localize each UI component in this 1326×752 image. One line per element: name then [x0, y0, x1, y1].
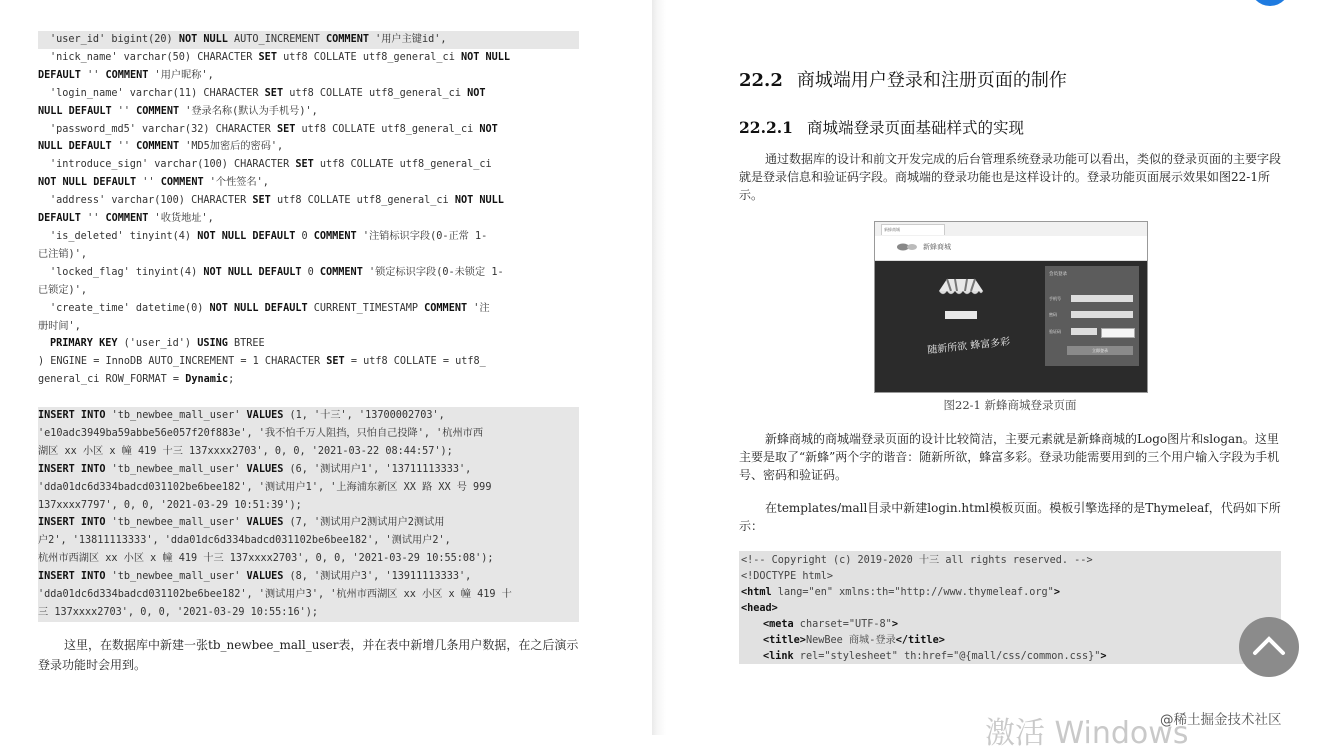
code-keyword: > — [1100, 651, 1107, 662]
section-number: 22.2 — [739, 70, 783, 91]
code-keyword: </title> — [895, 635, 945, 646]
code-text: rel="stylesheet" th:href="@{mall/css/common.css}" — [793, 651, 1101, 662]
code-line — [38, 497, 579, 515]
code-keyword: Dynamic — [185, 374, 229, 386]
code-text: 'tb_newbee_mall_user' — [105, 463, 247, 475]
code-text: charset="UTF-8" — [793, 619, 892, 630]
code-keyword: SET — [295, 159, 314, 171]
code-text: '个性签名', — [203, 177, 269, 189]
code-keyword: SET — [252, 195, 271, 207]
bee-logo-icon — [895, 242, 919, 252]
code-line — [38, 550, 579, 568]
subsection-heading — [739, 116, 1024, 138]
code-line — [38, 121, 579, 139]
code-keyword: COMMENT — [160, 177, 204, 189]
code-text: <!-- Copyright (c) 2019-2020 十三 all rights reserved. --> — [741, 555, 1093, 566]
code-text: 'dda01dc6d334badcd031102be6bee182', '测试用户3', '杭州市西湖区 xx 小区 x 幢 419 十 — [38, 589, 512, 601]
code-line — [38, 407, 579, 425]
code-text: lang="en" xmlns:th="http://www.thymeleaf.org" — [771, 587, 1054, 598]
code-keyword: COMMENT — [319, 266, 363, 278]
code-text: 'tb_newbee_mall_user' — [105, 571, 247, 583]
code-text: '注 — [467, 302, 490, 314]
code-line — [739, 585, 1281, 601]
windows-activation-watermark: 激活 Windows — [985, 716, 1189, 751]
code-text: 0 — [295, 230, 314, 242]
paragraph-template: 在templates/mall目录中新建login.html模板页面。模板引擎选择的是Thymeleaf，代码如下所示： — [739, 501, 1281, 533]
code-keyword: PRIMARY KEY — [50, 338, 118, 350]
code-line — [38, 461, 579, 479]
figure-caption: 图22-1 新蜂商城登录页面 — [943, 398, 1077, 412]
code-keyword: NOT — [467, 87, 486, 99]
code-keyword: NOT NULL — [178, 34, 228, 45]
code-text: 户2', '13811113333', 'dda01dc6d334badcd031102be6bee182', '测试用户2', — [38, 535, 451, 547]
code-text: ('user_id') — [117, 338, 198, 350]
code-line — [38, 371, 579, 389]
code-keyword: DEFAULT — [38, 69, 81, 81]
figure-login-button: 立即登录 — [1067, 346, 1133, 355]
source-credit: @稀土掘金技术社区 — [1160, 712, 1282, 728]
code-text: '' — [111, 105, 137, 117]
code-text: '锁定标识字段(0-未锁定 1- — [362, 266, 504, 278]
code-line — [38, 156, 579, 174]
code-line — [38, 586, 579, 604]
code-text: 'user_id' bigint(20) — [50, 34, 179, 45]
figure-field-password-label: 密码 — [1049, 312, 1057, 317]
code-keyword: COMMENT — [136, 105, 180, 117]
subsection-number: 22.2.1 — [739, 118, 793, 137]
code-text: 'login_name' varchar(11) CHARACTER — [50, 87, 265, 99]
code-text: 'e10adc3949ba59abbe56e057f20f883e', '我不怕千万人阻挡，只怕自己投降', '杭州市西 — [38, 427, 484, 439]
code-keyword: COMMENT — [424, 302, 468, 314]
code-keyword: VALUES — [246, 463, 284, 475]
code-text: 'tb_newbee_mall_user' — [105, 410, 247, 422]
code-line — [38, 389, 579, 407]
code-keyword: NOT NULL DEFAULT — [209, 302, 308, 314]
figure-login-panel — [1045, 266, 1139, 366]
code-text: '' — [80, 213, 106, 225]
code-line — [38, 67, 579, 85]
code-line — [38, 282, 579, 300]
code-text: utf8 COLLATE utf8_general_ci — [283, 87, 468, 99]
code-keyword: SET — [258, 51, 277, 63]
code-text: 'nick_name' varchar(50) CHARACTER — [50, 51, 259, 63]
code-keyword: <meta — [763, 619, 794, 630]
code-keyword: <head> — [741, 603, 778, 614]
code-text: = utf8 COLLATE = utf8_ — [344, 356, 486, 368]
code-text: 湖区 xx 小区 x 幢 419 十三 137xxxx2703', 0, 0, '2021-03-22 08:44:57'); — [38, 445, 453, 457]
code-text: 已锁定)', — [38, 284, 87, 296]
code-text: (1, '十三', '13700002703', — [283, 410, 445, 422]
code-keyword: NOT NULL DEFAULT — [38, 177, 137, 189]
code-text: '登录名称(默认为手机号)', — [179, 105, 318, 117]
code-text: 杭州市西湖区 xx 小区 x 幢 419 十三 137xxxx2703', 0, 0, '2021-03-29 10:55:08'); — [38, 553, 494, 565]
code-keyword: NULL DEFAULT — [38, 141, 112, 153]
code-line — [38, 31, 579, 49]
code-text: <!DOCTYPE html> — [741, 571, 834, 582]
code-text: utf8 COLLATE utf8_general_ci — [276, 51, 461, 63]
code-line — [38, 210, 579, 228]
code-text: 'locked_flag' tinyint(4) — [50, 266, 204, 278]
subsection-title: 商城端登录页面基础样式的实现 — [806, 119, 1024, 137]
code-text: '注销标识字段(0-正常 1- — [356, 230, 488, 242]
code-line — [38, 264, 579, 282]
code-line — [38, 228, 579, 246]
code-line — [38, 85, 579, 103]
code-keyword: INSERT INTO — [38, 463, 106, 475]
figure-browser-bar — [875, 222, 1147, 237]
code-text: ; — [228, 374, 235, 386]
code-text: '' — [80, 69, 106, 81]
code-text: AUTO_INCREMENT — [227, 34, 327, 45]
code-text: 'is_deleted' tinyint(4) — [50, 230, 198, 242]
code-text: general_ci ROW_FORMAT = — [38, 374, 186, 386]
code-text: 'MD5加密后的密码', — [179, 141, 284, 153]
sql-code-block — [38, 31, 579, 622]
code-line — [38, 246, 579, 264]
code-keyword: NOT NULL DEFAULT — [197, 230, 296, 242]
figure-site-header — [875, 236, 1147, 261]
chevron-up-icon — [1239, 617, 1299, 677]
code-text: utf8 COLLATE utf8_general_ci — [313, 159, 492, 171]
code-line — [38, 318, 579, 336]
code-keyword: INSERT INTO — [38, 571, 106, 583]
code-line — [38, 353, 579, 371]
code-text: '' — [136, 177, 161, 189]
code-text: 'address' varchar(100) CHARACTER — [50, 195, 253, 207]
code-line — [38, 300, 579, 318]
code-text — [38, 392, 44, 403]
code-keyword: <html — [741, 587, 772, 598]
code-line — [739, 617, 1281, 633]
figure-login-body — [875, 261, 1147, 392]
code-text: 册时间', — [38, 320, 81, 332]
code-keyword: SET — [326, 356, 345, 368]
code-text: (8, '测试用户3', '13911113333', — [283, 571, 472, 583]
code-text: 'password_md5' varchar(32) CHARACTER — [50, 123, 277, 135]
code-keyword: <title> — [763, 635, 806, 646]
code-text: '用户昵称', — [148, 69, 214, 81]
code-text: '用户主键id', — [368, 34, 447, 45]
code-keyword: NOT NULL — [454, 195, 504, 207]
figure-password-input — [1071, 311, 1133, 318]
code-keyword: INSERT INTO — [38, 410, 106, 422]
code-line — [739, 649, 1281, 665]
figure-browser-tab: 新蜂商城 — [881, 224, 945, 235]
code-text: (6, '测试用户1', '13711113333', — [283, 463, 472, 475]
code-line — [38, 532, 579, 550]
code-line — [38, 174, 579, 192]
code-text: (7, '测试用户2测试用户2测试用 — [283, 517, 445, 529]
section-heading — [739, 66, 1067, 92]
code-text: CURRENT_TIMESTAMP — [307, 302, 425, 314]
code-text: utf8 COLLATE utf8_general_ci — [270, 195, 455, 207]
paragraph-design: 新蜂商城的商城端登录页面的设计比较简洁，主要元素就是新蜂商城的Logo图片和slogan。这里主要是取了“新蜂”两个字的谐音：随新所欲，蜂富多彩。登录功能需要用到的三个用户输入字段为手机号、密码和验证码。 — [739, 432, 1280, 482]
code-text: 'introduce_sign' varchar(100) CHARACTER — [50, 159, 296, 171]
code-text: 0 — [301, 266, 320, 278]
figure-field-phone-label: 手机号 — [1049, 296, 1061, 301]
figure-field-captcha-label: 验证码 — [1049, 329, 1061, 334]
left-paragraph: 这里，在数据库中新建一张tb_newbee_mall_user表，并在表中新增几条用户数据，在之后演示登录功能时会用到。 — [38, 638, 579, 672]
code-keyword: COMMENT — [326, 34, 369, 45]
code-line — [739, 633, 1281, 649]
code-keyword: DEFAULT — [38, 213, 81, 225]
code-text: NewBee 商城-登录 — [805, 635, 896, 646]
code-keyword: NOT NULL DEFAULT — [203, 266, 302, 278]
code-keyword: SET — [276, 123, 296, 135]
code-line — [739, 569, 1281, 585]
code-text: '' — [111, 141, 137, 153]
section-title: 商城端用户登录和注册页面的制作 — [796, 70, 1067, 91]
code-keyword: VALUES — [246, 410, 284, 422]
code-line — [38, 138, 579, 156]
code-line — [38, 604, 579, 622]
code-text: 'tb_newbee_mall_user' — [105, 517, 247, 529]
code-keyword: INSERT INTO — [38, 517, 106, 529]
code-keyword: COMMENT — [136, 141, 180, 153]
code-line — [38, 479, 579, 497]
code-line — [739, 601, 1281, 617]
html-code-block — [739, 551, 1281, 664]
code-line — [38, 514, 579, 532]
code-line — [38, 335, 579, 353]
code-keyword: COMMENT — [313, 230, 357, 242]
code-line — [739, 553, 1281, 569]
code-keyword: COMMENT — [105, 213, 149, 225]
code-line — [38, 103, 579, 121]
figure-captcha-image — [1101, 328, 1135, 338]
code-keyword: NOT — [479, 123, 498, 135]
code-line — [38, 49, 579, 67]
login-page-figure — [874, 221, 1148, 393]
code-text: BTREE — [227, 338, 265, 350]
code-text: 三 137xxxx2703', 0, 0, '2021-03-29 10:55:16'); — [38, 607, 319, 618]
code-text: 137xxxx7797', 0, 0, '2021-03-29 10:51:39'); — [38, 499, 302, 511]
code-keyword: VALUES — [246, 571, 284, 583]
storefront-icon — [935, 277, 987, 323]
code-keyword: NOT NULL — [460, 51, 511, 63]
paragraph-intro: 通过数据库的设计和前文开发完成的后台管理系统登录功能可以看出，类似的登录页面的主要字段就是登录信息和验证码字段。商城端的登录功能也是这样设计的。登录功能页面展示效果如图22-1所示。 — [739, 152, 1282, 202]
code-keyword: > — [1053, 587, 1060, 598]
scroll-to-top-button[interactable] — [1239, 617, 1299, 677]
code-keyword: VALUES — [246, 517, 284, 529]
code-keyword: COMMENT — [105, 69, 149, 81]
figure-captcha-input — [1071, 328, 1097, 335]
code-line — [38, 568, 579, 586]
code-keyword: <link — [763, 651, 794, 662]
code-line — [38, 425, 579, 443]
code-keyword: > — [891, 619, 898, 630]
code-text: '收货地址', — [148, 213, 214, 225]
figure-brand: 新蜂商城 — [923, 243, 951, 251]
code-keyword: USING — [197, 338, 228, 350]
code-text: 'dda01dc6d334badcd031102be6bee182', '测试用户1', '上海浦东新区 XX 路 XX 号 999 — [38, 481, 492, 493]
code-keyword: NULL DEFAULT — [38, 105, 112, 117]
code-line — [38, 443, 579, 461]
figure-panel-title: 会员登录 — [1049, 272, 1067, 277]
code-text: 已注销)', — [38, 248, 87, 260]
code-text: 'create_time' datetime(0) — [50, 302, 210, 314]
page-gutter — [652, 0, 666, 735]
code-keyword: SET — [264, 87, 284, 99]
figure-slogan: 随新所欲 蜂富多彩 — [926, 336, 1011, 357]
code-text: ) ENGINE = InnoDB AUTO_INCREMENT = 1 CHARACTER — [38, 356, 327, 368]
figure-phone-input — [1071, 295, 1133, 302]
code-text: utf8 COLLATE utf8_general_ci — [295, 123, 480, 135]
code-line — [38, 192, 579, 210]
